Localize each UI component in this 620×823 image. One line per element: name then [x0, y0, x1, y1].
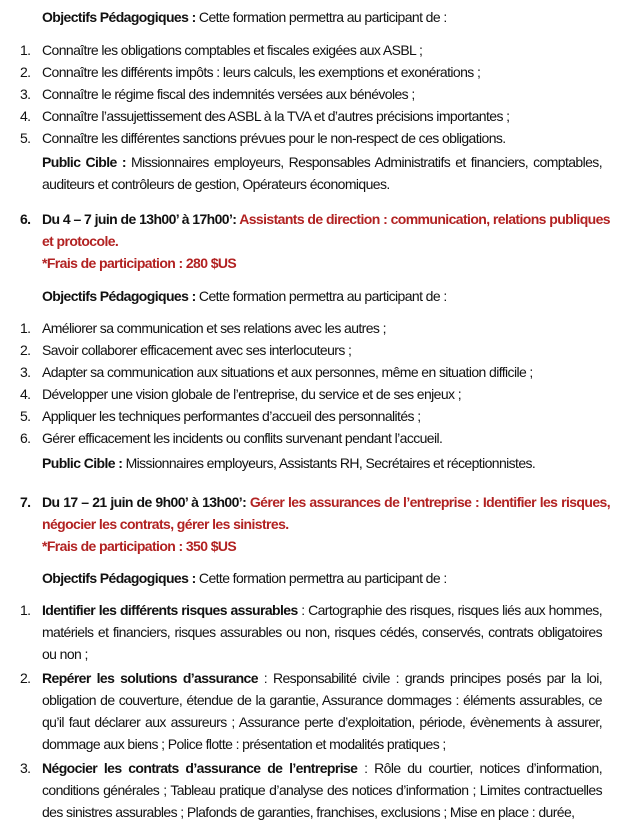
section-7-fee: *Frais de participation : 350 $US: [42, 538, 237, 554]
list-item: 6. Gérer efficacement les incidents ou conflits survenant pendant l’accueil.: [20, 430, 443, 446]
objectifs-text: Cette formation permettra au participant de :: [195, 9, 447, 25]
public-label: Public Cible :: [42, 154, 126, 170]
list-item: 4. Connaître l’assujettissement des ASBL à la TVA et d’autres précisions importantes ;: [20, 108, 510, 124]
objectifs-line-7: Objectifs Pédagogiques : Cette formation permettra au participant de :: [42, 570, 447, 586]
list-item: 2. Connaître les différents impôts : leurs calculs, les exemptions et exonérations ;: [20, 64, 481, 80]
list-item: 1. Améliorer sa communication et ses relations avec les autres ;: [20, 320, 386, 336]
list-item: 3. Connaître le régime fiscal des indemnités versées aux bénévoles ;: [20, 86, 415, 102]
list-item: 5. Appliquer les techniques performantes d’accueil des personnalités ;: [20, 408, 421, 424]
section-6-fee: *Frais de participation : 280 $US: [42, 255, 237, 271]
section-6-heading: 6. Du 4 – 7 juin de 13h00’ à 17h00’: Assistants de direction : communication, relations publiques et protocole. *Frais de participation : 280 $US: [20, 211, 610, 271]
section-7-date: Du 17 – 21 juin de 9h00’ à 13h00’:: [42, 494, 250, 510]
list-item: 2. Repérer les solutions d’assurance : Responsabilité civile : grands principes posés par la loi, obligation de couverture, étendue de la garantie, Assurance dommages : éléments assurables, ce qu’il faut déclarer aux assureurs ; Assurance perte d’exploitation, période, évènements à assurer, dommage aux biens ; Police flotte : présentation et modalités pratiques ;: [20, 670, 603, 752]
section-7-title: Gérer les assurances de l’entreprise : Identifier les risques, négocier les contrats, gérer les sinistres.: [42, 494, 610, 532]
objectifs-label: Objectifs Pédagogiques :: [42, 9, 196, 25]
objectifs-list-1: [0, 39, 620, 149]
objectifs-list-6: [0, 317, 620, 449]
list-item: 1. Connaître les obligations comptables et fiscales exigées aux ASBL ;: [20, 42, 423, 58]
public-cible-6: Public Cible : Missionnaires employeurs, Assistants RH, Secrétaires et réceptionnistes.: [42, 455, 536, 471]
section-6-date: Du 4 – 7 juin de 13h00’ à 17h00’:: [42, 211, 240, 227]
list-item: 3. Négocier les contrats d’assurance de l’entreprise : Rôle du courtier, notices d’information, conditions générales ; Tableau pratique d’analyse des notices d’information ; Limites contractuelles des sinistres assurables ; Plafonds de garanties, franchises, exclusions ; Mise en place : durée,: [20, 760, 602, 820]
list-item: 1. Identifier les différents risques assurables : Cartographie des risques, risques liés aux hommes, matériels et financiers, risques assurables ou non, risques cédés, conservés, contrats obligatoires ou non ;: [20, 602, 602, 662]
list-item: 5. Connaître les différentes sanctions prévues pour le non-respect de ces obligations.: [20, 130, 506, 146]
section-6-title: Assistants de direction : communication, relations publiques et protocole.: [42, 211, 610, 249]
objectifs-list-7: [0, 599, 620, 823]
public-cible-1: Public Cible : Missionnaires employeurs, Responsables Administratifs et financiers, comptables, auditeurs et contrôleurs de gestion, Opérateurs économiques.: [42, 154, 602, 192]
list-item: 2. Savoir collaborer efficacement avec ses interlocuteurs ;: [20, 342, 352, 358]
section-7-heading: 7. Du 17 – 21 juin de 9h00’ à 13h00’: Gérer les assurances de l’entreprise : Identifier les risques, négocier les contrats, gérer les sinistres. *Frais de participation : 350 $US: [20, 494, 610, 554]
list-item: 3. Adapter sa communication aux situations et aux personnes, même en situation difficile ;: [20, 364, 533, 380]
objectifs-line-1: [42, 6, 612, 28]
objectifs-line-6: Objectifs Pédagogiques : Cette formation permettra au participant de :: [42, 288, 447, 304]
list-item: 4. Développer une vision globale de l’entreprise, du service et de ses enjeux ;: [20, 386, 462, 402]
